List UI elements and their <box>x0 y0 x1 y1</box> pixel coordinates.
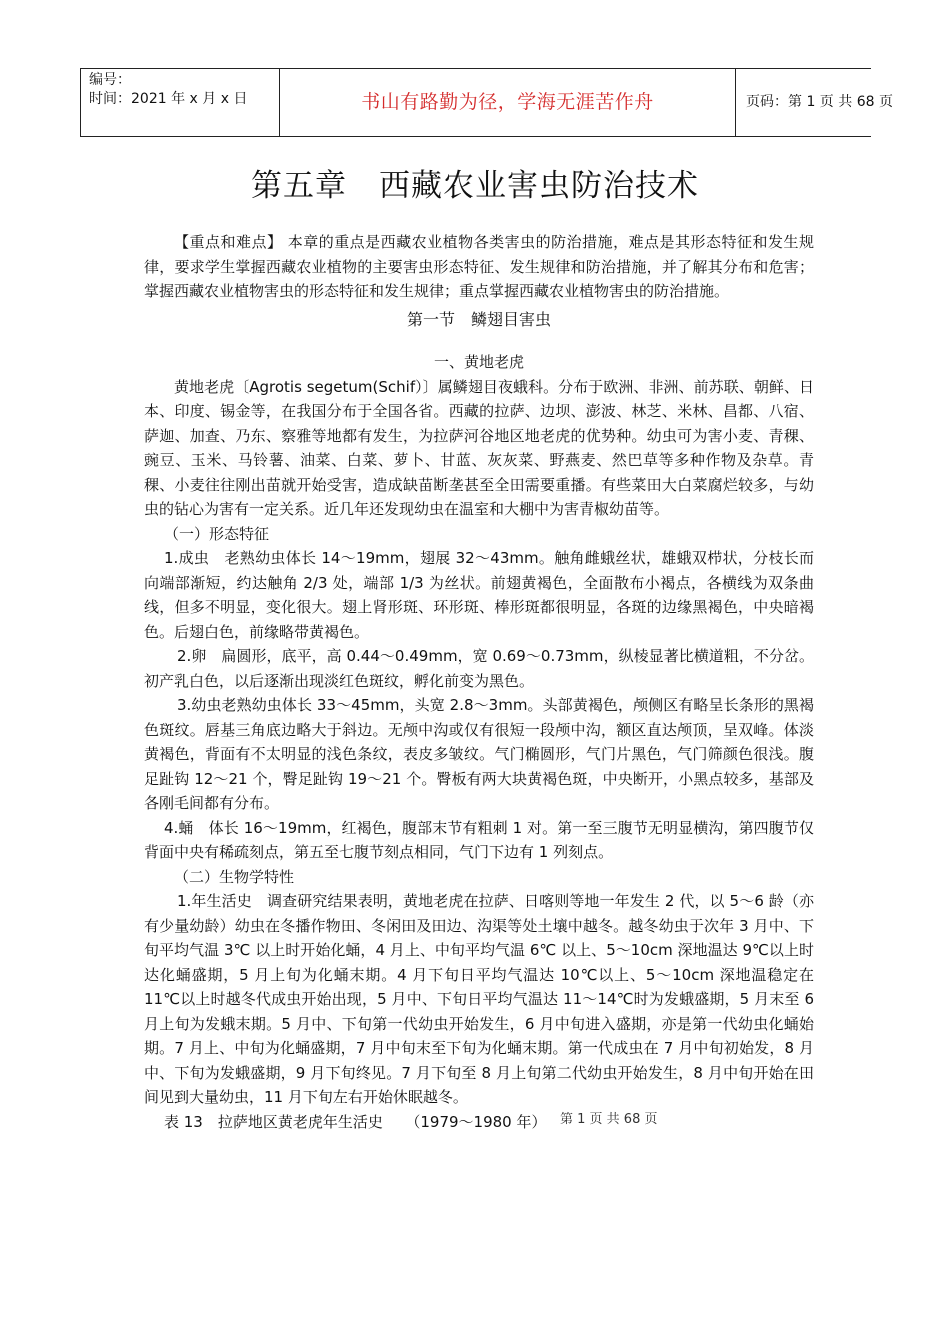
table-caption: 表 13 拉萨地区黄老虎年生活史 （1979～1980 年） <box>164 1112 547 1131</box>
section-heading: 第一节 鳞翅目害虫 <box>406 309 551 329</box>
morphology-heading: （一）形态特征 <box>164 524 270 543</box>
pest-intro-paragraph: 黄地老虎〔Agrotis segetum(Schif）〕属鳞翅目夜蛾科。分布于欧洲、非洲、前苏联、朝鲜、日本、印度、锡金等，在我国分布于全国各省。西藏的拉萨、边坝、澎波、林芝、米林、昌都、八宿、萨迦、加查、乃东、察雅等地都有发生，为拉萨河谷地区地老虎的优势种。幼虫可为害小麦、青稞、豌豆、玉米、马铃薯、油菜、白菜、萝卜、甘蓝、灰灰菜、野燕麦、然巴草等多种作物及杂草。青稞、小麦往往刚出苗就开始受害，造成缺苗断垄甚至全田需要重播。有些菜田大白菜腐烂较多，与幼虫的钻心为害有一定关系。近几年还发现幼虫在温室和大棚中为害青椒幼苗等。 <box>144 377 814 518</box>
morphology-adult: 1.成虫 老熟幼虫体长 14～19mm，翅展 32～43mm。触角雌蛾丝状，雄蛾双栉状，分枝长而向端部渐短，约达触角 2/3 处，端部 1/3 为丝状。前翅黄褐色，全面散布小褐点，各横线为双条曲线，但多不明显，变化很大。翅上肾形斑、环形斑、棒形斑都很明显，各斑的边缘黑褐色，中央暗褐色。后翅白色，前缘略带黄褐色。 <box>144 549 814 641</box>
morphology-larva: 3.幼虫老熟幼虫体长 33～45mm，头宽 2.8～3mm。头部黄褐色，颅侧区有略呈长条形的黑褐色斑纹。唇基三角底边略大于斜边。无颅中沟或仅有很短一段颅中沟，额区直达颅顶，呈双峰。体淡黄褐色，背面有不太明显的浅色条纹，表皮多皱纹。气门椭圆形，气门片黑色，气门筛颜色很浅。腹足趾钩 12～21 个，臀足趾钩 19～21 个。臀板有两大块黄褐色斑，中央断开，小黑点较多，基部及各刚毛间都有分布。 <box>144 696 814 812</box>
document-body <box>144 230 814 1134</box>
morphology-egg: 2.卵 扁圆形，底平，高 0.44～0.49mm，宽 0.69～0.73mm，纵棱显著比横道粗，不分岔。初产乳白色，以后逐渐出现淡红色斑纹，孵化前变为黑色。 <box>144 647 814 690</box>
document-header <box>80 68 893 137</box>
page-info: 页码：第 1 页 共 68 页 <box>746 94 893 110</box>
footer-page-number: 第 1 页 共 68 页 <box>560 1112 658 1127</box>
header-meta-cell <box>81 69 279 136</box>
pest-heading: 一、黄地老虎 <box>433 353 524 371</box>
header-motto-cell <box>279 69 736 136</box>
motto-text: 书山有路勤为径，学海无涯苦作舟 <box>361 91 654 113</box>
intro-paragraph: 【重点和难点】 本章的重点是西藏农业植物各类害虫的防治措施，难点是其形态特征和发生规律，要求学生掌握西藏农业植物的主要害虫形态特征、发生规律和防治措施，并了解其分布和危害；掌握西藏农业植物害虫的形态特征和发生规律；重点掌握西藏农业植物害虫的防治措施。 <box>144 233 814 300</box>
number-label: 编号： <box>89 72 131 88</box>
date-label: 时间：2021 年 x 月 x 日 <box>89 91 248 107</box>
biology-life-cycle: 1.年生活史 调查研究结果表明，黄地老虎在拉萨、日喀则等地一年发生 2 代，以 5～6 龄（亦有少量幼龄）幼虫在冬播作物田、冬闲田及田边、沟渠等处土壤中越冬。越冬幼虫于次年 3 月中、下旬平均气温 3℃ 以上时开始化蛹，4 月上、中旬平均气温 6℃ 以上、5～10cm 深地温达 9℃以上时达化蛹盛期，5 月上旬为化蛹末期。4 月下旬日平均气温达 10℃以上、5～10cm 深地温稳定在 11℃以上时越冬代成虫开始出现，5 月中、下旬日平均气温达 11～14℃时为发蛾盛期，5 月末至 6 月上旬为发蛾末期。5 月中、下旬第一代幼虫开始发生，6 月中旬进入盛期，亦是第一代幼虫化蛹始期。7 月上、中旬为化蛹盛期，7 月中旬末至下旬为化蛹末期。第一代成虫在 7 月中旬初始发，8 月中、下旬为发蛾盛期，9 月下旬终见。7 月下旬至 8 月上旬第二代幼虫开始发生，8 月中旬开始在田间见到大量幼虫，11 月下旬左右开始休眠越冬。 <box>144 892 814 1106</box>
header-page-cell <box>736 69 893 136</box>
chapter-title: 第五章 西藏农业害虫防治技术 <box>251 168 699 204</box>
biology-heading: （二）生物学特性 <box>174 867 295 886</box>
morphology-pupa: 4.蛹 体长 16～19mm，红褐色，腹部末节有粗刺 1 对。第一至三腹节无明显横沟，第四腹节仅背面中央有稀疏刻点，第五至七腹节刻点相同，气门下边有 1 列刻点。 <box>144 818 814 861</box>
